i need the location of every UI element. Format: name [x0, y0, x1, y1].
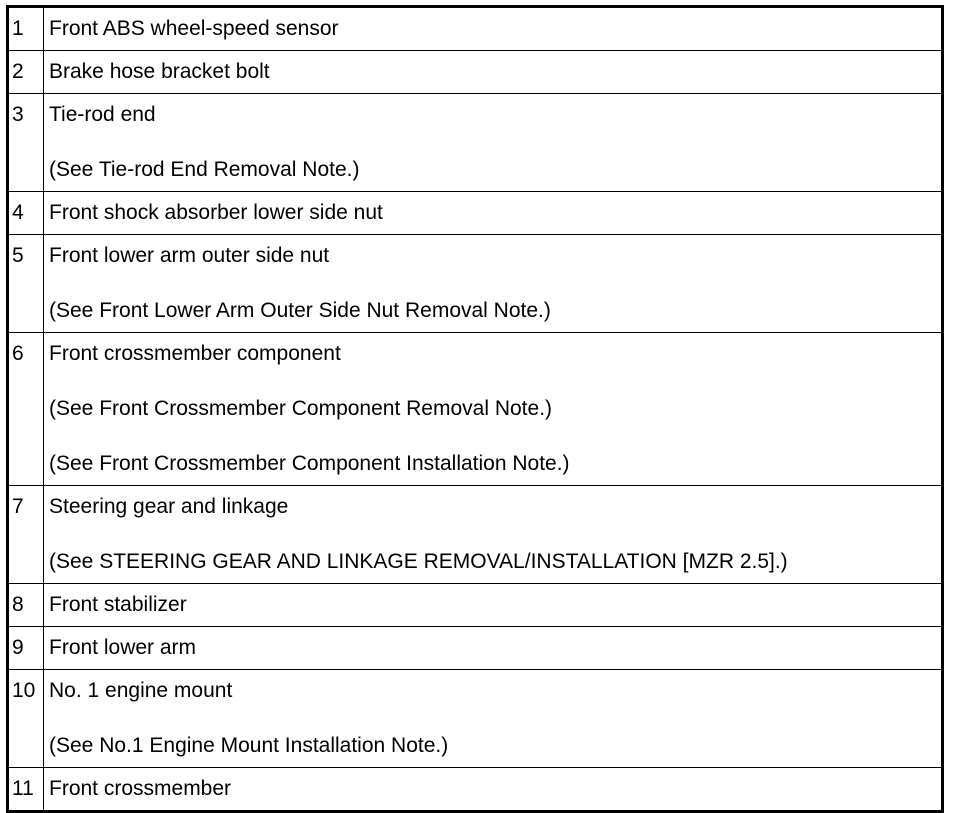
table-row — [8, 94, 943, 192]
part-description — [44, 584, 943, 627]
table-row — [8, 584, 943, 627]
table-row — [8, 7, 943, 51]
parts-table-body — [8, 7, 943, 812]
part-number: 10 — [8, 670, 44, 768]
part-number: 1 — [8, 7, 44, 51]
part-description — [44, 192, 943, 235]
part-name: Front crossmember — [49, 777, 232, 800]
table-row — [8, 627, 943, 670]
parts-table — [6, 5, 944, 813]
part-description — [44, 627, 943, 670]
part-description — [44, 486, 943, 584]
part-note: (See Tie-rod End Removal Note.) — [49, 158, 360, 181]
part-number: 3 — [8, 94, 44, 192]
part-number: 6 — [8, 333, 44, 486]
part-number: 7 — [8, 486, 44, 584]
table-row — [8, 192, 943, 235]
part-note: (See Front Lower Arm Outer Side Nut Removal Note.) — [49, 299, 551, 322]
table-row — [8, 235, 943, 333]
table-row — [8, 51, 943, 94]
table-row — [8, 768, 943, 812]
part-note: (See STEERING GEAR AND LINKAGE REMOVAL/INSTALLATION [MZR 2.5].) — [49, 550, 788, 573]
part-name: Tie-rod end — [49, 103, 156, 126]
table-row — [8, 486, 943, 584]
part-name: Front ABS wheel-speed sensor — [49, 17, 339, 40]
part-note: (See No.1 Engine Mount Installation Note.) — [49, 734, 449, 757]
part-name: Front crossmember component — [49, 342, 341, 365]
part-note: (See Front Crossmember Component Removal Note.) — [49, 397, 553, 420]
part-name: Steering gear and linkage — [49, 495, 289, 518]
part-description — [44, 768, 943, 812]
part-description — [44, 51, 943, 94]
part-description — [44, 670, 943, 768]
table-row — [8, 670, 943, 768]
table-row — [8, 333, 943, 486]
part-name: Front lower arm — [49, 636, 197, 659]
part-number: 11 — [8, 768, 44, 812]
part-name: Front stabilizer — [49, 593, 187, 616]
part-number: 4 — [8, 192, 44, 235]
part-number: 9 — [8, 627, 44, 670]
part-number: 5 — [8, 235, 44, 333]
part-description — [44, 235, 943, 333]
part-number: 8 — [8, 584, 44, 627]
part-name: Brake hose bracket bolt — [49, 60, 270, 83]
part-name: No. 1 engine mount — [49, 679, 233, 702]
part-number: 2 — [8, 51, 44, 94]
part-name: Front lower arm outer side nut — [49, 244, 330, 267]
part-description — [44, 7, 943, 51]
part-note: (See Front Crossmember Component Installation Note.) — [49, 452, 570, 475]
part-description — [44, 94, 943, 192]
part-description — [44, 333, 943, 486]
part-name: Front shock absorber lower side nut — [49, 201, 383, 224]
